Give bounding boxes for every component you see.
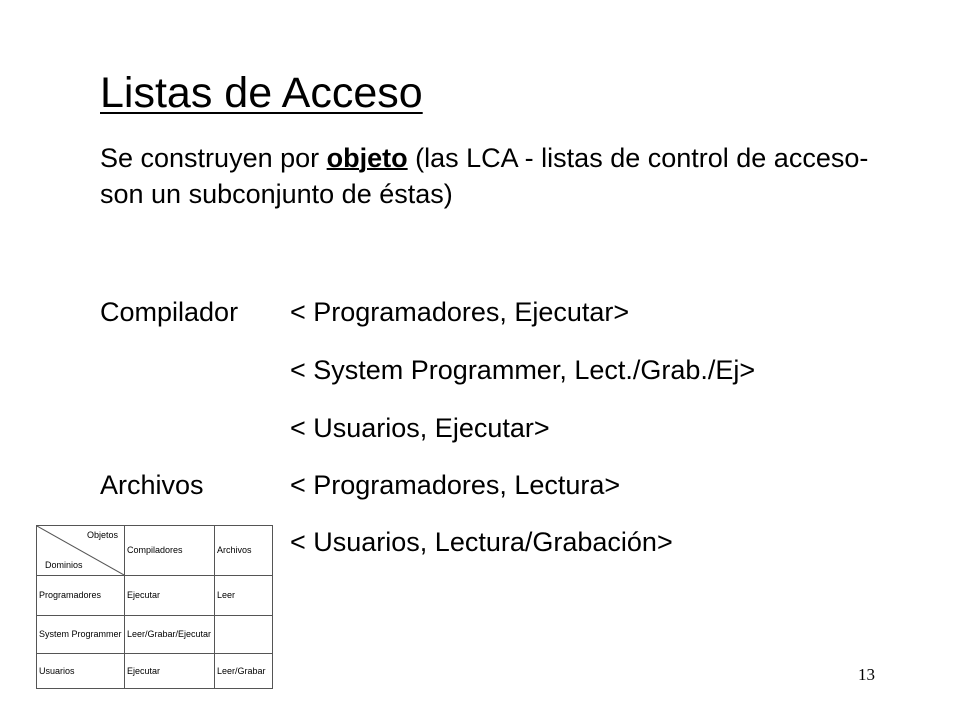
slide-title: Listas de Acceso — [100, 69, 423, 117]
page-number: 13 — [858, 665, 875, 684]
acl-object: Compilador — [100, 297, 239, 327]
matrix-corner-domains-label: Dominios — [45, 560, 83, 570]
acl-entry: < System Programmer, Lect./Grab./Ej> — [290, 355, 756, 385]
matrix-header-row — [37, 526, 273, 576]
intro-emphasis: objeto — [326, 143, 408, 173]
matrix-cell: Leer/Grabar — [215, 654, 273, 689]
intro-paragraph — [100, 140, 880, 212]
intro-text-after: (las LCA - listas de control de acceso- son un subconjunto de éstas) — [100, 143, 869, 209]
matrix-row-header: Programadores — [37, 576, 125, 616]
matrix-row-header: System Programmer — [37, 616, 125, 654]
acl-entry: < Programadores, Ejecutar> — [290, 297, 630, 327]
intro-text-before: Se construyen por — [100, 143, 327, 173]
acl-entry: < Programadores, Lectura> — [290, 470, 621, 500]
matrix-cell: Ejecutar — [125, 654, 215, 689]
matrix-corner-objects-label: Objetos — [86, 530, 118, 540]
matrix-row — [37, 576, 273, 616]
matrix-column-header: Archivos — [215, 526, 273, 576]
matrix-row — [37, 616, 273, 654]
acl-entry: < Usuarios, Lectura/Grabación> — [290, 527, 673, 557]
matrix-cell: Leer/Grabar/Ejecutar — [125, 616, 215, 654]
matrix-cell — [215, 616, 273, 654]
matrix-cell: Ejecutar — [125, 576, 215, 616]
matrix-column-header: Compiladores — [125, 526, 215, 576]
acl-object: Archivos — [100, 470, 204, 500]
acl-entry: < Usuarios, Ejecutar> — [290, 413, 550, 443]
matrix-corner-cell — [37, 526, 125, 576]
access-matrix — [36, 525, 273, 689]
matrix-row-header: Usuarios — [37, 654, 125, 689]
matrix-row — [37, 654, 273, 689]
matrix-cell: Leer — [215, 576, 273, 616]
